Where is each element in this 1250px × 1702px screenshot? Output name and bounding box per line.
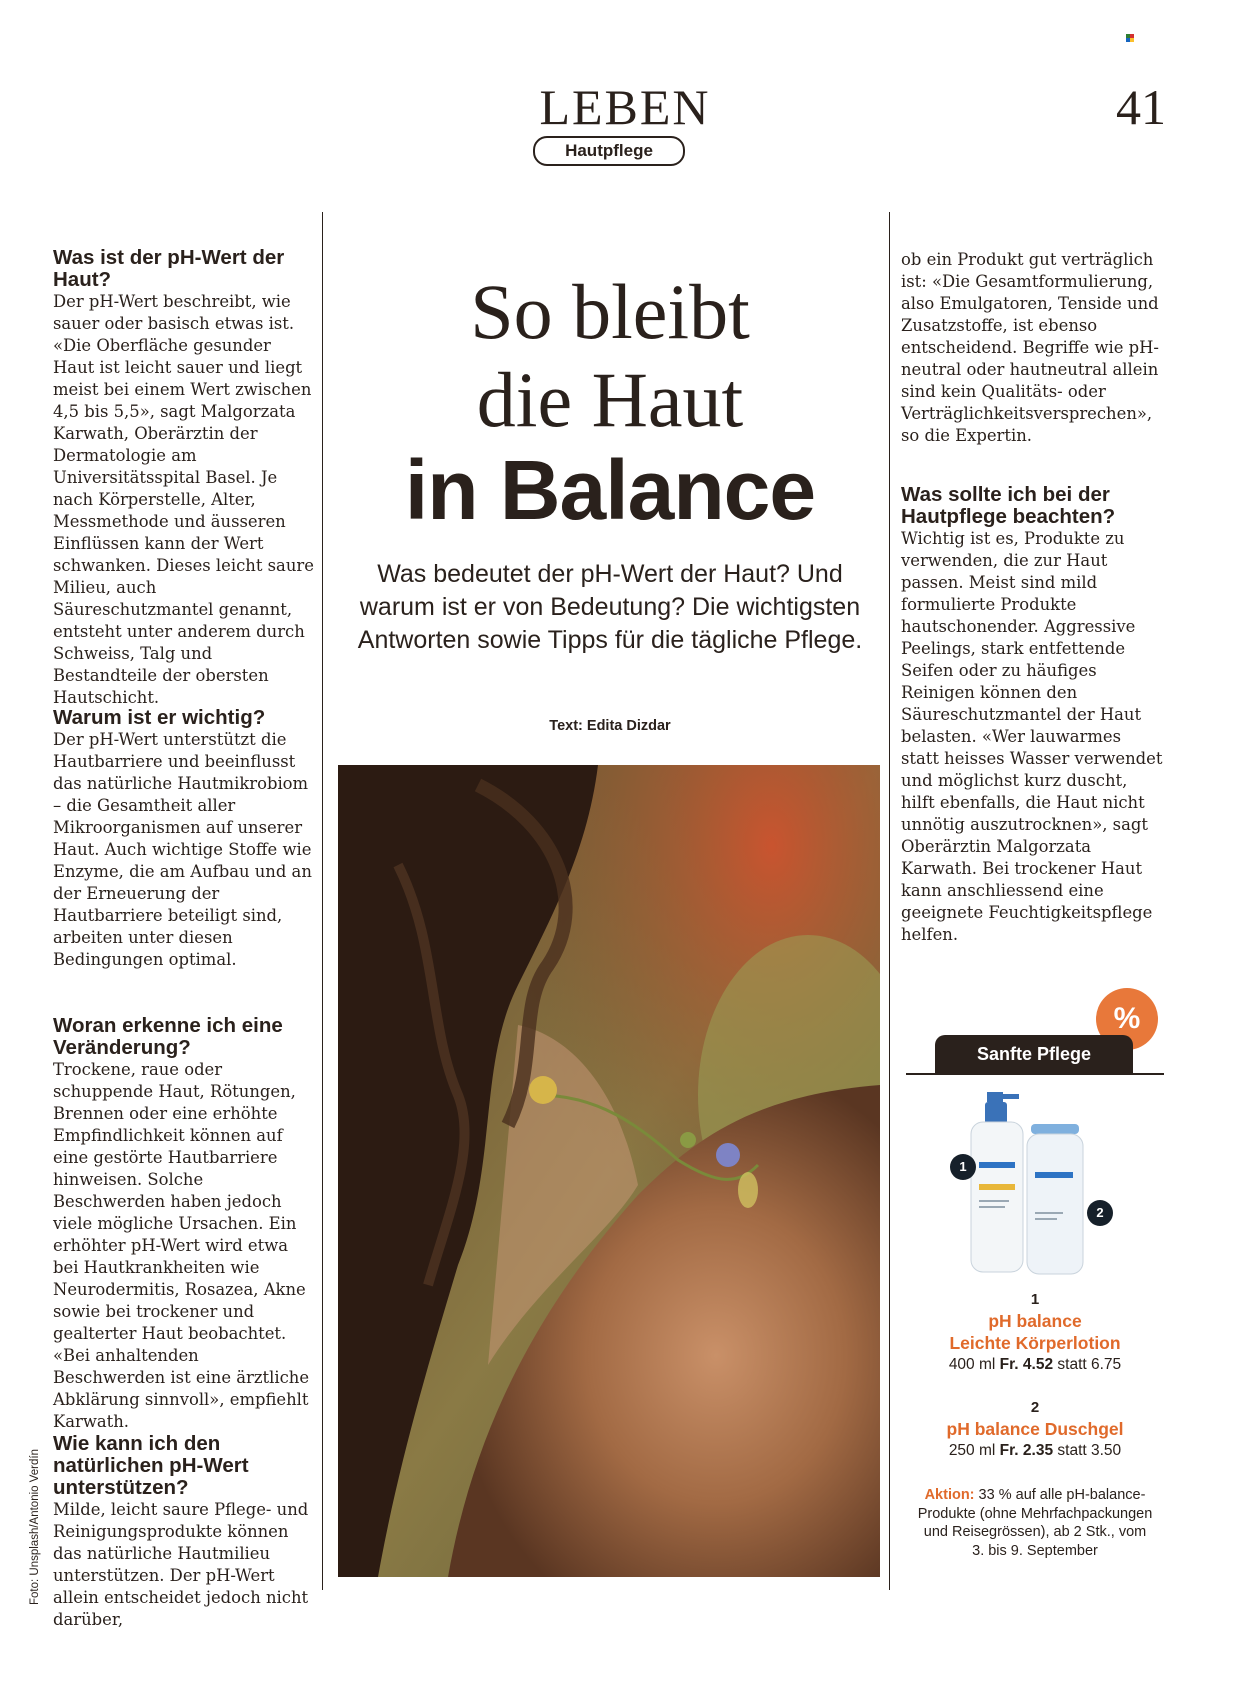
promo-tab: Sanfte Pflege: [935, 1035, 1133, 1073]
percent-badge-icon: %: [1096, 988, 1158, 1050]
color-registration-mark: [1126, 34, 1134, 42]
product-2-sale-price: Fr. 2.35: [999, 1442, 1054, 1459]
left-column-q3: [53, 1015, 315, 1433]
answer-text: Milde, leicht saure Pflege- und Reinigungsprodukte können das natürliche Hautmilieu unterstützen. Der pH-Wert allein entscheidet jedoch nicht darüber,: [53, 1500, 309, 1629]
product-1-info: [906, 1290, 1164, 1375]
product-1-name-line-1: pH balance: [988, 1311, 1082, 1331]
right-column-q5: [901, 484, 1163, 946]
promo-conditions: [916, 1486, 1154, 1560]
answer-text: Der pH-Wert unterstützt die Hautbarriere und beeinflusst das natürliche Hautmikrobiom – die Gesamtheit aller Mikroorganismen auf unserer Haut. Auch wichtige Stoffe wie Enzyme, die am Aufbau und an der Erneuerung der Hautbarriere beteiligt sind, arbeiten unter diesen Bedingungen optimal.: [53, 730, 312, 969]
section-title: LEBEN: [539, 79, 711, 135]
product-2-price: [906, 1440, 1164, 1461]
product-1-old-price: statt 6.75: [1057, 1356, 1122, 1373]
product-2-size: 250 ml: [948, 1442, 996, 1459]
question-heading: Was sollte ich bei der Hautpflege beachten?: [901, 483, 1116, 528]
aktion-text: 33 % auf alle pH-balance-Produkte (ohne Mehrfachpackungen und Reisegrössen), ab 2 Stk., vom 3. bis 9. September: [917, 1487, 1153, 1559]
left-column-q4: [53, 1433, 315, 1631]
answer-text: Trockene, raue oder schuppende Haut, Rötungen, Brennen oder eine erhöhte Empfindlichkeit können auf eine gestörte Hautbarriere hinweisen. Solche Beschwerden haben jedoch viele mögliche Ursachen. Ein erhöhter pH-Wert wird etwa bei Hautkrankheiten wie Neurodermitis, Rosazea, Akne sowie bei trockener und gealterter Haut beobachtet. «Bei anhaltenden Beschwerden ist eine ärztliche Abklärung sinnvoll», empfiehlt Karwath.: [53, 1060, 310, 1431]
product-2-name: pH balance Duschgel: [946, 1419, 1124, 1439]
question-heading: Woran erkenne ich eine Veränderung?: [53, 1014, 283, 1059]
answer-text: Der pH-Wert beschreibt, wie sauer oder basisch etwas ist. «Die Oberfläche gesunder Haut ist leicht sauer und liegt meist bei einem Wert zwischen 4,5 bis 5,5», sagt Malgorzata Karwath, Oberärztin der Dermatologie am Universitätsspital Basel. Je nach Körperstelle, Alter, Messmethode und äusseren Einflüssen kann der Wert schwanken. Dieses leicht saure Milieu, auch Säureschutzmantel genannt, entsteht unter anderem durch Schweiss, Talg und Bestandteile der obersten Hautschicht.: [53, 292, 314, 707]
product-number-2: 2: [1087, 1200, 1113, 1226]
product-1-price: [906, 1354, 1164, 1375]
question-heading: Warum ist er wichtig?: [53, 706, 266, 729]
photo-credit: Foto: Unsplash/Antonio Verdín: [29, 1449, 41, 1605]
left-column-q2: [53, 707, 315, 971]
headline: [330, 268, 890, 536]
product-1-name-line-2: Leichte Körperlotion: [949, 1333, 1121, 1353]
headline-line-2: die Haut: [476, 356, 744, 443]
right-column: [901, 249, 1163, 447]
subsection-label: Hautpflege: [533, 136, 685, 166]
lead-text: Was bedeutet der pH-Wert der Haut? Und warum ist er von Bedeutung? Die wichtigsten Antworten sowie Tipps für die tägliche Pflege.: [357, 560, 863, 654]
author-credit: Text: Edita Dizdar: [549, 718, 671, 734]
headline-line-1: So bleibt: [470, 268, 750, 355]
continued-text: ob ein Produkt gut verträglich ist: «Die Gesamtformulierung, also Emulgatoren, Tenside und Zusatzstoffe, ist ebenso entscheidend. Begriffe wie pH-neutral oder hautneutral allein sind kein Qualitäts- oder Verträglichkeitsversprechen», so die Expertin.: [901, 250, 1159, 445]
question-heading: Was ist der pH-Wert der Haut?: [53, 246, 285, 291]
headline-line-3: in Balance: [404, 443, 816, 537]
product-1-number: 1: [1030, 1291, 1040, 1308]
promo-divider: [906, 1073, 1164, 1075]
product-number-1: 1: [950, 1154, 976, 1180]
product-2-number: 2: [1030, 1399, 1040, 1416]
product-2-info: [906, 1398, 1164, 1461]
page-number: 41: [1116, 79, 1166, 135]
product-bottles-image: [955, 1092, 1115, 1282]
aktion-label: Aktion:: [924, 1487, 975, 1503]
question-heading: Wie kann ich den natürlichen pH-Wert unterstützen?: [53, 1432, 249, 1499]
answer-text: Wichtig ist es, Produkte zu verwenden, die zur Haut passen. Meist sind mild formulierte Produkte hautschonender. Aggressive Peelings, stark entfettende Seifen oder zu häufiges Reinigen können den Säureschutzmantel der Haut belasten. «Wer lauwarmes statt heisses Wasser verwendet und möglichst kurz duscht, hilft ebenfalls, die Haut nicht unnötig auszutrocknen», sagt Oberärztin Malgorzata Karwath. Bei trockener Haut kann anschliessend eine geeignete Feuchtigkeitspflege helfen.: [901, 529, 1163, 944]
article-photo: [338, 765, 880, 1577]
product-image: [955, 1092, 1115, 1282]
column-divider-left: [322, 212, 323, 1590]
product-1-size: 400 ml: [948, 1356, 996, 1373]
left-column: [53, 247, 315, 709]
shoulder-with-flowers-image: [338, 765, 880, 1577]
product-2-old-price: statt 3.50: [1057, 1442, 1122, 1459]
product-1-sale-price: Fr. 4.52: [999, 1356, 1054, 1373]
